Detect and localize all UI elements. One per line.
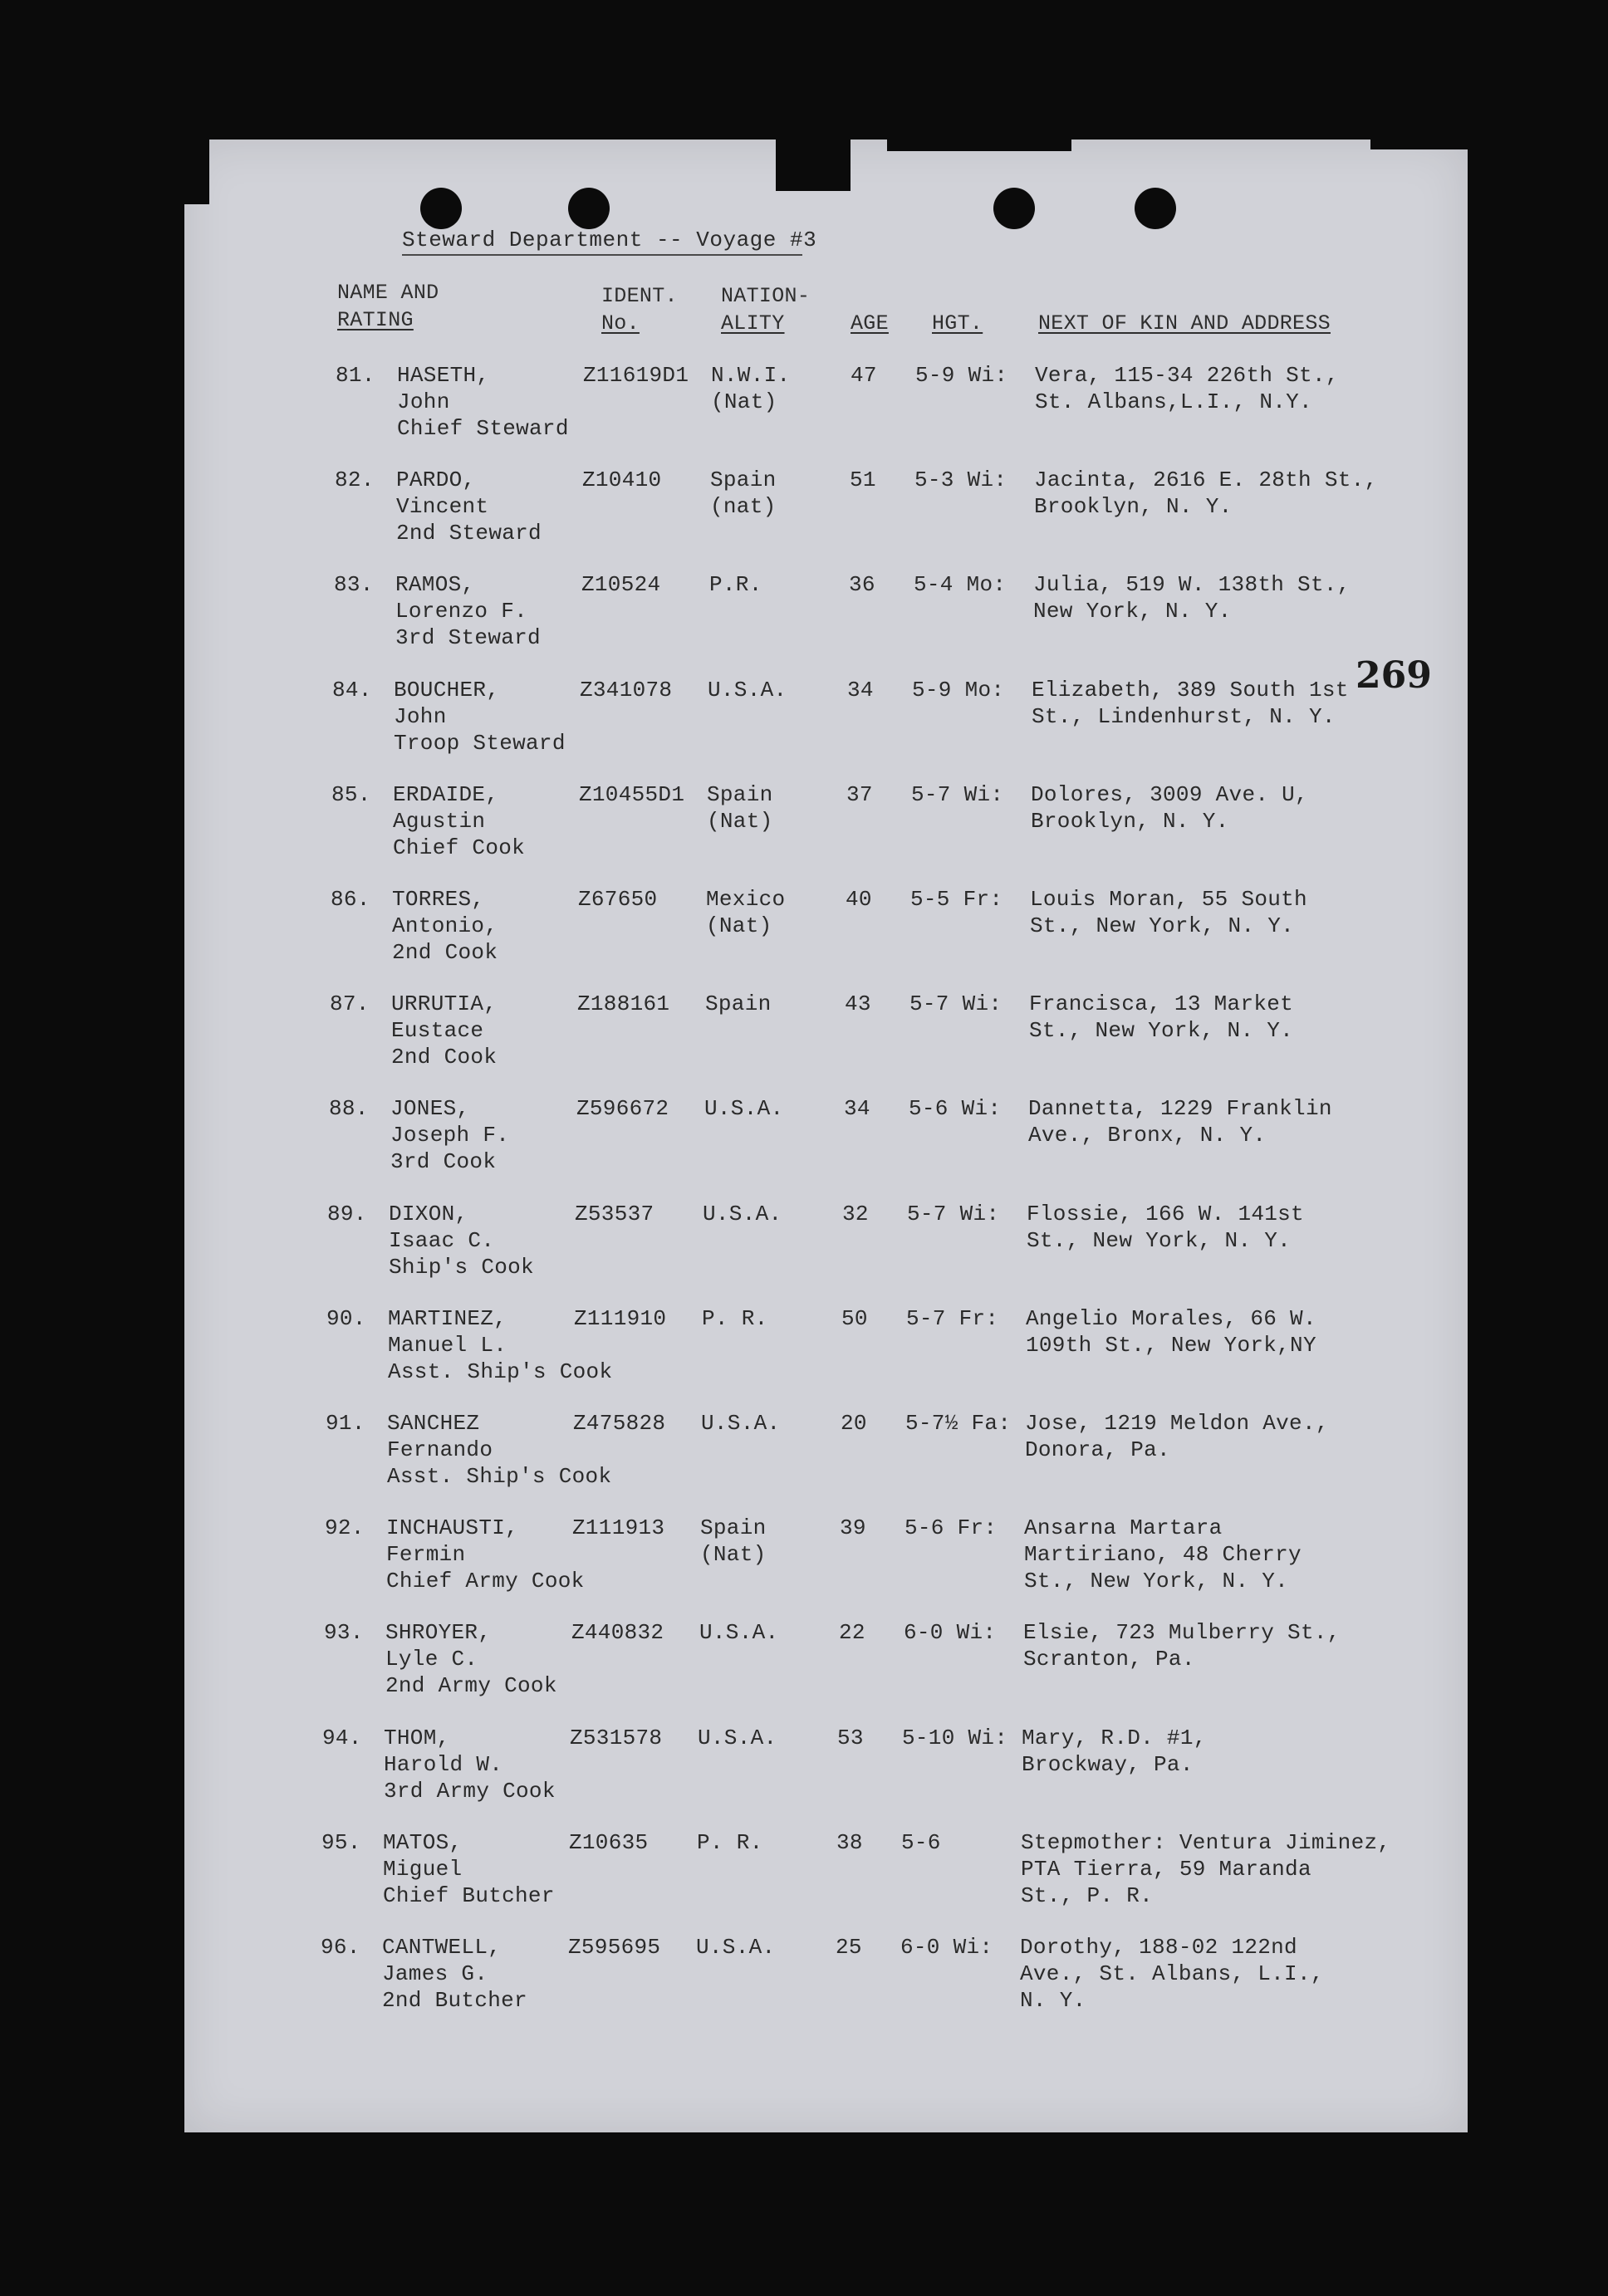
entry-number: 84.	[332, 677, 372, 703]
crew-name-rating	[394, 677, 566, 756]
crew-name-rating-line: SANCHEZ	[387, 1411, 480, 1436]
crew-entry	[184, 677, 1468, 776]
punch-hole	[1135, 188, 1176, 229]
header-next-of-kin: NEXT OF KIN AND ADDRESS	[1038, 311, 1331, 335]
crew-entry	[184, 1201, 1468, 1300]
next-of-kin-address-line: Flossie, 166 W. 141st	[1027, 1201, 1304, 1226]
nationality-line: Spain	[700, 1515, 767, 1541]
crew-name-rating-line: John	[397, 389, 450, 414]
entry-number: 95.	[321, 1829, 361, 1855]
next-of-kin-address-line: Julia, 519 W. 138th St.,	[1033, 572, 1351, 598]
next-of-kin-address-line: Ave., St. Albans, L.I.,	[1020, 1961, 1324, 1986]
torn-edge	[887, 140, 1071, 151]
entry-number: 88.	[329, 1096, 369, 1122]
height-status: 5-9 Wi:	[915, 363, 1008, 388]
next-of-kin-address-line: Brockway, Pa.	[1022, 1751, 1194, 1777]
nationality-line: Mexico	[706, 887, 786, 912]
height-status: 5-7 Wi:	[911, 781, 1004, 807]
next-of-kin-address-line: 109th St., New York,NY	[1026, 1332, 1316, 1358]
next-of-kin-address-line: Scranton, Pa.	[1023, 1647, 1195, 1672]
crew-name-rating	[391, 991, 497, 1070]
header-name-rating	[337, 279, 439, 334]
age: 34	[847, 677, 874, 703]
nationality	[702, 1305, 768, 1332]
crew-name-rating-line: JONES,	[390, 1096, 470, 1122]
next-of-kin-address	[1020, 1934, 1324, 2014]
nationality-line: U.S.A.	[698, 1725, 777, 1750]
crew-name-rating-line: INCHAUSTI,	[386, 1515, 519, 1541]
next-of-kin-address	[1022, 1725, 1207, 1778]
age: 36	[849, 572, 875, 598]
crew-name-rating-line: Chief Cook	[393, 835, 526, 860]
crew-name-rating	[397, 362, 569, 442]
next-of-kin-address	[1023, 1619, 1341, 1672]
nationality-line: P. R.	[702, 1305, 768, 1331]
next-of-kin-address	[1031, 781, 1308, 835]
crew-name-rating-line: 2nd Butcher	[382, 1988, 527, 2013]
entry-number: 93.	[324, 1620, 364, 1646]
entry-number: 82.	[335, 468, 375, 493]
height-status: 6-0 Wi:	[904, 1620, 997, 1646]
crew-name-rating	[396, 467, 542, 546]
crew-name-rating-line: TORRES,	[392, 887, 485, 912]
age: 43	[845, 991, 871, 1017]
next-of-kin-address-line: St., New York, N. Y.	[1024, 1569, 1289, 1594]
next-of-kin-address-line: St., P. R.	[1021, 1882, 1154, 1908]
ident-number: Z10410	[582, 468, 662, 493]
next-of-kin-address	[1021, 1829, 1390, 1909]
nationality-line: U.S.A.	[701, 1411, 781, 1436]
crew-name-rating-line: ERDAIDE,	[393, 781, 499, 807]
crew-name-rating-line: BOUCHER,	[394, 677, 500, 703]
entry-number: 83.	[334, 572, 374, 598]
height-status: 5-6 Fr:	[904, 1515, 998, 1541]
crew-name-rating-line: 3rd Steward	[395, 625, 541, 651]
entry-number: 89.	[327, 1201, 367, 1226]
next-of-kin-address-line: Vera, 115-34 226th St.,	[1035, 363, 1339, 388]
next-of-kin-address-line: Mary, R.D. #1,	[1022, 1725, 1207, 1750]
next-of-kin-address-line: Ansarna Martara	[1024, 1515, 1223, 1541]
crew-name-rating-line: Fermin	[386, 1542, 466, 1568]
height-status: 5-6	[901, 1829, 941, 1855]
crew-name-rating	[386, 1515, 585, 1594]
next-of-kin-address	[1025, 1410, 1329, 1463]
ident-number: Z595695	[568, 1935, 661, 1960]
crew-name-rating-line: THOM,	[384, 1725, 450, 1750]
nationality-line: U.S.A.	[699, 1620, 779, 1646]
nationality	[706, 886, 785, 939]
nationality	[698, 1725, 777, 1751]
crew-name-rating-line: Lyle C.	[385, 1647, 478, 1672]
header-line: RATING	[337, 308, 414, 332]
crew-name-rating-line: 2nd Army Cook	[385, 1673, 557, 1699]
document-page	[184, 140, 1468, 2132]
crew-entry	[184, 886, 1468, 986]
age: 39	[840, 1515, 866, 1541]
crew-entry	[184, 571, 1468, 671]
crew-name-rating-line: Agustin	[393, 808, 486, 834]
ident-number: Z531578	[570, 1725, 663, 1750]
crew-name-rating-line: 2nd Cook	[392, 940, 498, 965]
age: 53	[837, 1725, 864, 1750]
next-of-kin-address-line: St., New York, N. Y.	[1027, 1227, 1292, 1253]
crew-name-rating-line: James G.	[382, 1961, 488, 1986]
crew-name-rating-line: Antonio,	[392, 913, 498, 938]
nationality	[708, 677, 787, 703]
height-status: 6-0 Wi:	[900, 1935, 993, 1960]
crew-entry	[184, 1829, 1468, 1929]
punch-hole	[420, 188, 462, 229]
next-of-kin-address-line: Elizabeth, 389 South 1st	[1032, 677, 1349, 703]
crew-name-rating-line: Lorenzo F.	[395, 599, 528, 624]
nationality-line: P.R.	[709, 572, 762, 598]
nationality-line: U.S.A.	[704, 1096, 784, 1122]
entry-number: 90.	[326, 1305, 366, 1331]
age: 32	[842, 1201, 869, 1226]
next-of-kin-address-line: St., New York, N. Y.	[1030, 913, 1295, 938]
next-of-kin-address-line: Elsie, 723 Mulberry St.,	[1023, 1620, 1341, 1646]
crew-name-rating-line: HASETH,	[397, 363, 490, 388]
crew-name-rating-line: URRUTIA,	[391, 991, 498, 1017]
crew-name-rating-line: Asst. Ship's Cook	[388, 1359, 613, 1384]
header-nationality	[721, 282, 810, 337]
next-of-kin-address-line: New York, N. Y.	[1033, 599, 1232, 624]
crew-name-rating-line: DIXON,	[389, 1201, 468, 1226]
ident-number: Z111910	[574, 1305, 667, 1331]
crew-name-rating	[395, 571, 541, 651]
height-status: 5-4 Mo:	[914, 572, 1007, 598]
crew-name-rating	[383, 1829, 555, 1909]
ident-number: Z111913	[572, 1515, 665, 1541]
ident-number: Z188161	[577, 991, 670, 1017]
page-number-stamp: 269	[1356, 654, 1432, 697]
crew-entry	[184, 1515, 1468, 1614]
nationality	[704, 1095, 783, 1122]
nationality	[703, 1201, 782, 1227]
crew-name-rating-line: PARDO,	[396, 468, 476, 493]
next-of-kin-address-line: Jose, 1219 Meldon Ave.,	[1025, 1411, 1329, 1436]
header-line: IDENT.	[601, 284, 678, 308]
crew-name-rating	[392, 886, 498, 966]
age: 40	[846, 887, 872, 912]
ident-number: Z10524	[581, 572, 661, 598]
next-of-kin-address-line: St., New York, N. Y.	[1029, 1018, 1294, 1044]
crew-entry	[184, 362, 1468, 462]
crew-name-rating-line: Eustace	[391, 1018, 484, 1044]
next-of-kin-address-line: Donora, Pa.	[1025, 1437, 1170, 1462]
crew-name-rating-line: Ship's Cook	[389, 1254, 534, 1280]
age: 47	[851, 363, 877, 388]
header-line: No.	[601, 311, 640, 335]
crew-name-rating-line: Fernando	[387, 1437, 493, 1462]
header-line: NAME AND	[337, 281, 439, 305]
crew-name-rating-line: Vincent	[396, 494, 489, 520]
nationality-line: Spain	[710, 468, 777, 493]
age: 51	[850, 468, 876, 493]
next-of-kin-address-line: Dolores, 3009 Ave. U,	[1031, 781, 1308, 807]
nationality	[696, 1934, 775, 1961]
next-of-kin-address-line: St. Albans,L.I., N.Y.	[1035, 389, 1312, 414]
crew-name-rating	[382, 1934, 527, 2014]
crew-name-rating-line: Harold W.	[384, 1751, 503, 1777]
header-line: NATION-	[721, 284, 811, 308]
entry-number: 86.	[331, 887, 370, 912]
next-of-kin-address-line: Dannetta, 1229 Franklin	[1028, 1096, 1332, 1122]
next-of-kin-address	[1033, 571, 1351, 624]
next-of-kin-address-line: Angelio Morales, 66 W.	[1026, 1305, 1316, 1331]
entry-number: 92.	[325, 1515, 365, 1541]
nationality	[700, 1515, 767, 1568]
ident-number: Z440832	[571, 1620, 664, 1646]
height-status: 5-7 Wi:	[909, 991, 1003, 1017]
crew-name-rating-line: Isaac C.	[389, 1227, 495, 1253]
crew-entry	[184, 1725, 1468, 1824]
nationality-line: (Nat)	[706, 913, 772, 938]
entry-number: 94.	[322, 1725, 362, 1750]
page-title: Steward Department -- Voyage #3	[402, 228, 817, 252]
entry-number: 91.	[326, 1411, 365, 1436]
age: 50	[841, 1305, 868, 1331]
height-status: 5-9 Mo:	[912, 677, 1005, 703]
torn-edge	[184, 140, 209, 204]
crew-entry	[184, 1095, 1468, 1195]
nationality-line: Spain	[707, 781, 773, 807]
next-of-kin-address	[1027, 1201, 1304, 1254]
torn-edge	[1370, 140, 1468, 149]
next-of-kin-address-line: Ave., Bronx, N. Y.	[1028, 1123, 1267, 1148]
height-status: 5-10 Wi:	[902, 1725, 1008, 1750]
next-of-kin-address-line: Francisca, 13 Market	[1029, 991, 1294, 1017]
next-of-kin-address-line: Stepmother: Ventura Jiminez,	[1021, 1829, 1391, 1855]
nationality	[710, 467, 777, 520]
crew-entry	[184, 781, 1468, 881]
next-of-kin-address	[1030, 886, 1307, 939]
nationality-line: (Nat)	[700, 1542, 767, 1568]
height-status: 5-7½ Fa:	[905, 1411, 1012, 1436]
nationality-line: P. R.	[697, 1829, 763, 1855]
nationality-line: Spain	[705, 991, 772, 1017]
crew-name-rating-line: Chief Army Cook	[386, 1569, 585, 1594]
crew-name-rating-line: SHROYER,	[385, 1620, 492, 1646]
crew-name-rating-line: MATOS,	[383, 1829, 463, 1855]
ident-number: Z475828	[573, 1411, 666, 1436]
next-of-kin-address	[1034, 467, 1377, 520]
height-status: 5-7 Wi:	[907, 1201, 1000, 1226]
crew-name-rating	[390, 1095, 509, 1175]
crew-name-rating-line: Chief Butcher	[383, 1882, 555, 1908]
ident-number: Z10455D1	[579, 781, 685, 807]
age: 22	[839, 1620, 865, 1646]
crew-name-rating-line: 3rd Cook	[390, 1149, 497, 1175]
nationality-line: U.S.A.	[708, 677, 787, 703]
next-of-kin-address	[1035, 362, 1339, 415]
crew-name-rating-line: CANTWELL,	[382, 1935, 502, 1960]
nationality	[699, 1619, 778, 1646]
ident-number: Z341078	[580, 677, 673, 703]
next-of-kin-address	[1024, 1515, 1302, 1594]
ident-number: Z67650	[578, 887, 658, 912]
age: 37	[846, 781, 873, 807]
crew-entry	[184, 1934, 1468, 2034]
entry-number: 87.	[330, 991, 370, 1017]
nationality	[701, 1410, 780, 1437]
crew-name-rating	[389, 1201, 534, 1280]
crew-name-rating-line: 2nd Cook	[391, 1045, 498, 1070]
next-of-kin-address	[1029, 991, 1293, 1044]
header-hgt: HGT.	[932, 311, 983, 335]
next-of-kin-address-line: St., Lindenhurst, N. Y.	[1032, 703, 1336, 729]
crew-name-rating-line: 2nd Steward	[396, 521, 542, 546]
torn-edge	[776, 140, 851, 191]
next-of-kin-address-line: Martiriano, 48 Cherry	[1024, 1542, 1302, 1568]
next-of-kin-address-line: PTA Tierra, 59 Maranda	[1021, 1856, 1311, 1882]
next-of-kin-address-line: Dorothy, 188-02 122nd	[1020, 1935, 1297, 1960]
entry-number: 81.	[336, 363, 375, 388]
crew-name-rating-line: Manuel L.	[388, 1332, 507, 1358]
next-of-kin-address	[1028, 1095, 1332, 1148]
crew-name-rating-line: Asst. Ship's Cook	[387, 1464, 612, 1489]
next-of-kin-address-line: Brooklyn, N. Y.	[1034, 494, 1233, 520]
crew-name-rating-line: RAMOS,	[395, 572, 475, 598]
ident-number: Z596672	[576, 1096, 669, 1122]
ident-number: Z53537	[575, 1201, 654, 1226]
entry-number: 85.	[331, 781, 371, 807]
crew-entry	[184, 1410, 1468, 1510]
crew-name-rating	[385, 1619, 557, 1699]
crew-name-rating	[384, 1725, 556, 1804]
age: 20	[841, 1411, 867, 1436]
nationality	[697, 1829, 763, 1856]
title-underline	[402, 254, 802, 256]
nationality-line: N.W.I.	[711, 363, 791, 388]
header-age: AGE	[851, 311, 889, 335]
ident-number: Z10635	[569, 1829, 649, 1855]
next-of-kin-address-line: Jacinta, 2616 E. 28th St.,	[1034, 468, 1378, 493]
crew-name-rating-line: 3rd Army Cook	[384, 1778, 556, 1804]
crew-entry	[184, 467, 1468, 566]
next-of-kin-address	[1032, 677, 1349, 730]
crew-name-rating-line: John	[394, 703, 447, 729]
nationality-line: U.S.A.	[703, 1201, 782, 1226]
next-of-kin-address-line: N. Y.	[1020, 1988, 1086, 2013]
nationality-line: (Nat)	[711, 389, 777, 414]
next-of-kin-address	[1026, 1305, 1316, 1359]
ident-number: Z11619D1	[583, 363, 689, 388]
header-line: ALITY	[721, 311, 785, 335]
age: 34	[844, 1096, 870, 1122]
crew-entry	[184, 1619, 1468, 1719]
crew-name-rating-line: Joseph F.	[390, 1123, 510, 1148]
crew-name-rating	[393, 781, 525, 861]
crew-name-rating-line: Chief Steward	[397, 416, 569, 441]
nationality	[707, 781, 773, 835]
entry-number: 96.	[321, 1935, 360, 1960]
height-status: 5-6 Wi:	[909, 1096, 1002, 1122]
next-of-kin-address-line: Louis Moran, 55 South	[1030, 887, 1307, 912]
punch-hole	[993, 188, 1035, 229]
height-status: 5-3 Wi:	[914, 468, 1007, 493]
nationality-line: U.S.A.	[696, 1935, 776, 1960]
nationality-line: (Nat)	[707, 808, 773, 834]
age: 38	[836, 1829, 863, 1855]
age: 25	[836, 1935, 862, 1960]
next-of-kin-address-line: Brooklyn, N. Y.	[1031, 808, 1229, 834]
height-status: 5-5 Fr:	[910, 887, 1003, 912]
crew-name-rating-line: Miguel	[383, 1856, 463, 1882]
punch-hole	[568, 188, 610, 229]
header-ident	[601, 282, 678, 337]
crew-entry	[184, 991, 1468, 1090]
crew-name-rating-line: Troop Steward	[394, 730, 566, 756]
nationality	[711, 362, 790, 415]
nationality-line: (nat)	[710, 494, 777, 520]
height-status: 5-7 Fr:	[906, 1305, 999, 1331]
nationality	[709, 571, 762, 598]
crew-entry	[184, 1305, 1468, 1405]
nationality	[705, 991, 772, 1017]
crew-name-rating-line: MARTINEZ,	[388, 1305, 507, 1331]
